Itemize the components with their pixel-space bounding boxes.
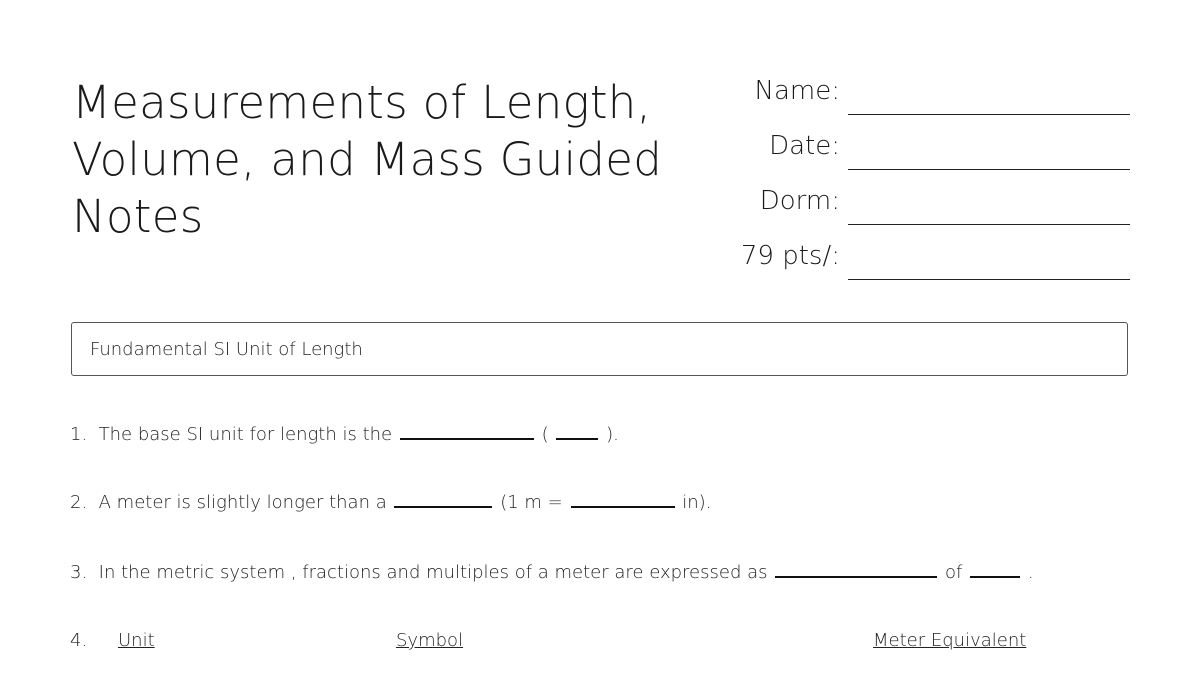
page-title <box>72 74 672 245</box>
question-text: of <box>944 562 963 583</box>
section-heading-box <box>71 322 1128 376</box>
points-field[interactable] <box>848 279 1130 280</box>
dorm-row <box>700 186 1130 241</box>
question-number: 1. <box>70 424 88 445</box>
question-2 <box>70 492 711 513</box>
answer-blank[interactable] <box>400 437 534 440</box>
title-line-1: Measurements of Length, <box>72 76 652 129</box>
name-label: Name: <box>754 76 840 106</box>
dorm-label: Dorm: <box>759 186 840 216</box>
column-header-symbol: Symbol <box>396 630 464 651</box>
name-row <box>700 76 1130 131</box>
title-line-2: Volume, and Mass Guided <box>72 133 663 186</box>
answer-blank[interactable] <box>970 575 1020 578</box>
question-number: 2. <box>70 492 88 513</box>
question-text: ). <box>606 424 619 445</box>
dorm-field[interactable] <box>848 224 1130 225</box>
question-text: In the metric system , fractions and multiples of a meter are expressed as <box>98 562 768 583</box>
question-number: 4. <box>70 630 88 651</box>
answer-blank[interactable] <box>571 505 675 508</box>
question-1 <box>70 424 619 445</box>
question-text: ( <box>541 424 549 445</box>
date-field[interactable] <box>848 169 1130 170</box>
question-3 <box>70 562 1034 583</box>
title-line-3: Notes <box>72 190 204 243</box>
question-text: . <box>1027 562 1034 583</box>
name-field[interactable] <box>848 114 1130 115</box>
points-label: 79 pts/: <box>740 241 840 271</box>
question-text: A meter is slightly longer than a <box>98 492 387 513</box>
question-text: (1 m = <box>500 492 563 513</box>
question-text: The base SI unit for length is the <box>98 424 393 445</box>
question-text: in). <box>682 492 712 513</box>
question-4 <box>70 630 87 651</box>
column-header-meter-equivalent: Meter Equivalent <box>873 630 1027 651</box>
points-row <box>700 241 1130 296</box>
column-header-unit: Unit <box>118 630 155 651</box>
question-number: 3. <box>70 562 88 583</box>
section-heading: Fundamental SI Unit of Length <box>90 339 363 360</box>
date-label: Date: <box>769 131 840 161</box>
date-row <box>700 131 1130 186</box>
answer-blank[interactable] <box>394 505 492 508</box>
answer-blank[interactable] <box>775 575 937 578</box>
answer-blank[interactable] <box>556 437 598 440</box>
student-info-fields <box>700 76 1130 296</box>
